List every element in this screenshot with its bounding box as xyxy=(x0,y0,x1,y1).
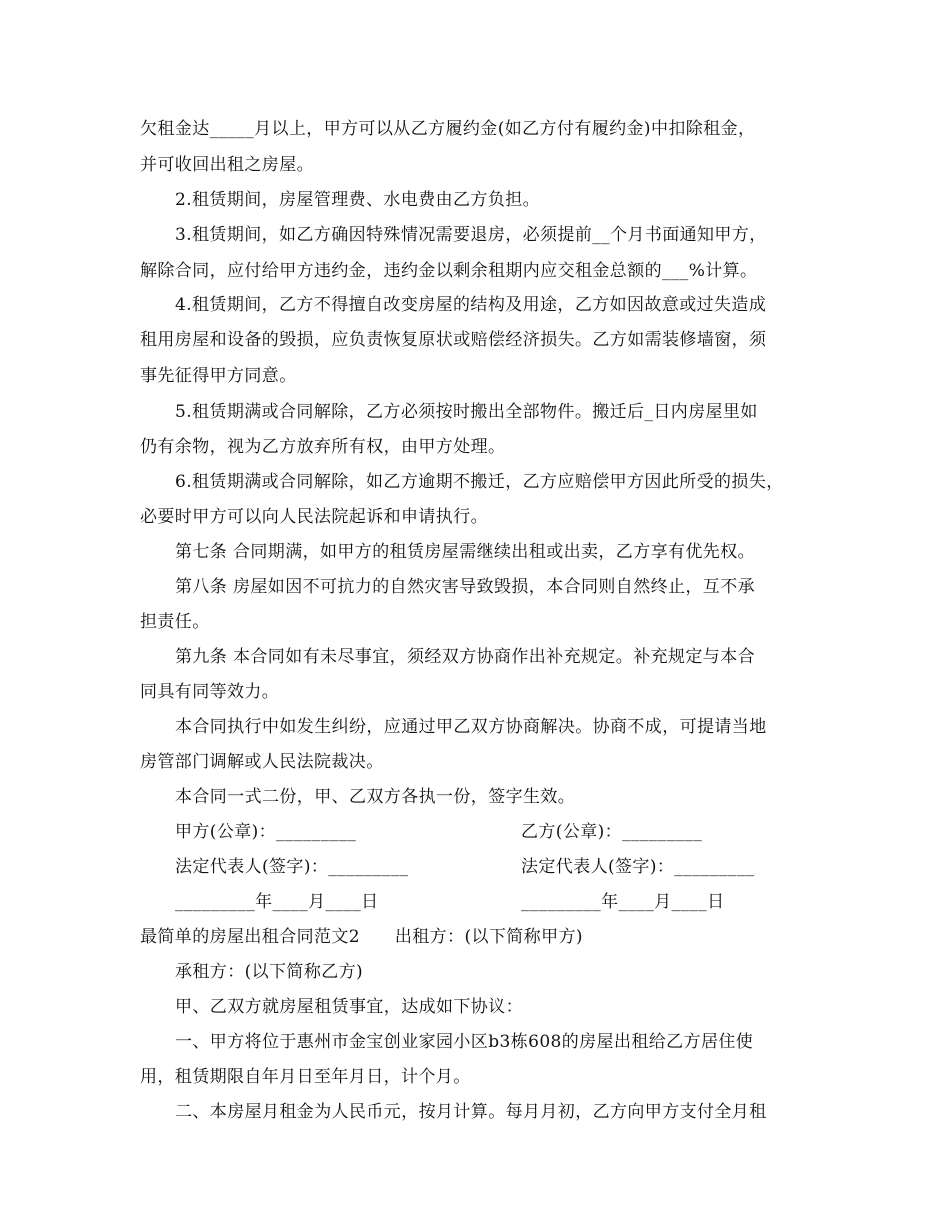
paragraph-line: 同具有同等效力。 xyxy=(140,682,280,702)
paragraph-line: 租用房屋和设备的毁损，应负责恢复原状或赔偿经济损失。乙方如需装修墙窗，须 xyxy=(140,330,767,350)
article-eight: 第八条 房屋如因不可抗力的自然灾害导致毁损，本合同则自然终止，互不承 xyxy=(175,577,756,597)
paragraph-line: 6.租赁期满或合同解除，如乙方逾期不搬迁，乙方应赔偿甲方因此所受的损失， xyxy=(175,472,784,492)
paragraph-line: 二、本房屋月租金为人民币元，按月计算。每月月初，乙方向甲方支付全月租 xyxy=(175,1102,767,1122)
party-a-seal: 甲方(公章)：_________ xyxy=(175,822,357,842)
paragraph-line: 5.租赁期满或合同解除，乙方必须按时搬出全部物件。搬迁后_日内房屋里如 xyxy=(175,402,758,422)
paragraph-line: 承租方：(以下简称乙方) xyxy=(175,962,364,982)
paragraph-line: 4.租赁期间，乙方不得擅自改变房屋的结构及用途，乙方如因故意或过失造成 xyxy=(175,295,767,315)
party-b-representative: 法定代表人(签字)：_________ xyxy=(521,857,755,877)
paragraph-line: 并可收回出租之房屋。 xyxy=(140,155,314,175)
article-seven: 第七条 合同期满，如甲方的租赁房屋需继续出租或出卖，乙方享有优先权。 xyxy=(175,542,756,562)
paragraph-line: 甲、乙双方就房屋租赁事宜，达成如下协议： xyxy=(175,997,523,1017)
party-b-seal: 乙方(公章)：_________ xyxy=(521,822,703,842)
party-b-date: _________年____月____日 xyxy=(521,892,725,912)
paragraph-line: 房管部门调解或人民法院裁决。 xyxy=(140,752,384,772)
paragraph-line: 必要时甲方可以向人民法院起诉和申请执行。 xyxy=(140,507,488,527)
section-heading: 最简单的房屋出租合同范文2 出租方：(以下简称甲方) xyxy=(140,927,583,947)
party-a-representative: 法定代表人(签字)：_________ xyxy=(175,857,409,877)
paragraph-line: 一、甲方将位于惠州市金宝创业家园小区b3栋608的房屋出租给乙方居住使 xyxy=(175,1032,754,1052)
paragraph-line: 解除合同，应付给甲方违约金，违约金以剩余租期内应交租金总额的___%计算。 xyxy=(140,261,758,281)
paragraph-line: 本合同一式二份，甲、乙双方各执一份，签字生效。 xyxy=(175,787,576,807)
paragraph-line: 担责任。 xyxy=(140,612,210,632)
paragraph-line: 2.租赁期间，房屋管理费、水电费由乙方负担。 xyxy=(175,190,541,210)
paragraph-line: 本合同执行中如发生纠纷，应通过甲乙双方协商解决。协商不成，可提请当地 xyxy=(175,717,767,737)
paragraph-line: 用，租赁期限自年月日至年月日，计个月。 xyxy=(140,1067,471,1087)
paragraph-line: 事先征得甲方同意。 xyxy=(140,366,297,386)
article-nine: 第九条 本合同如有未尽事宜，须经双方协商作出补充规定。补充规定与本合 xyxy=(175,647,756,667)
party-a-date: _________年____月____日 xyxy=(175,892,379,912)
paragraph-line: 3.租赁期间，如乙方确因特殊情况需要退房，必须提前__个月书面通知甲方， xyxy=(175,225,767,245)
paragraph-line: 仍有余物，视为乙方放弃所有权，由甲方处理。 xyxy=(140,437,506,457)
paragraph-line: 欠租金达_____月以上，甲方可以从乙方履约金(如乙方付有履约金)中扣除租金， xyxy=(140,119,756,139)
